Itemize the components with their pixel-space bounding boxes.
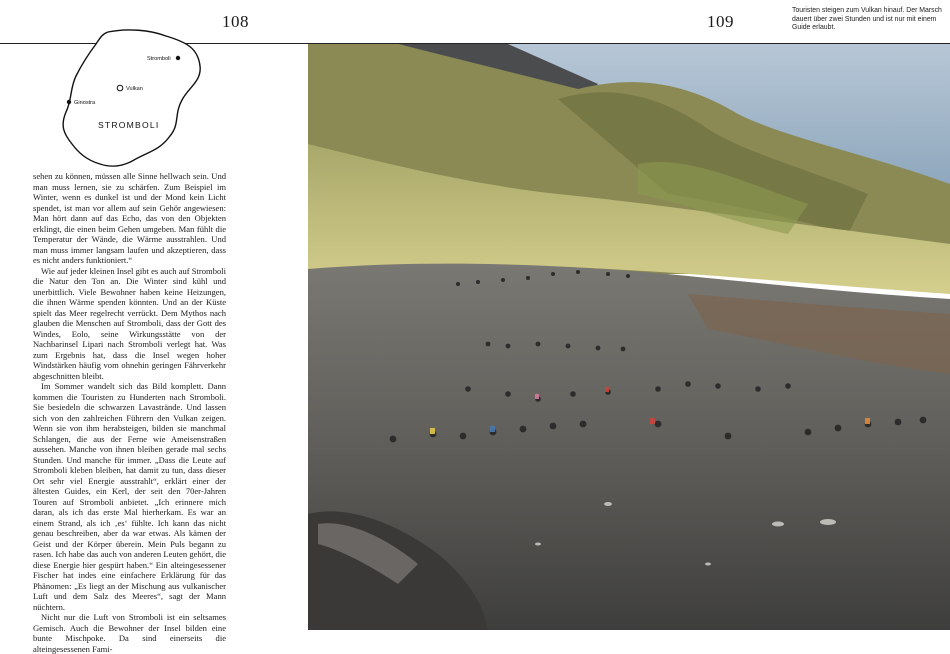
hiker bbox=[501, 278, 505, 282]
volcano-hikers-photo bbox=[308, 44, 950, 630]
stone bbox=[705, 563, 711, 566]
hiker bbox=[520, 426, 527, 433]
hiker bbox=[536, 342, 541, 347]
page-number-left: 108 bbox=[222, 12, 249, 31]
hiker bbox=[785, 383, 791, 389]
ginostra-label: Ginostra bbox=[74, 100, 96, 106]
stromboli-map bbox=[38, 26, 208, 186]
hiker bbox=[526, 276, 530, 280]
hiker bbox=[596, 346, 601, 351]
hiker bbox=[621, 347, 626, 352]
stone bbox=[772, 522, 784, 527]
backpack-yellow bbox=[430, 428, 435, 434]
hiker bbox=[486, 342, 491, 347]
hiker bbox=[465, 386, 471, 392]
island-outline bbox=[63, 30, 200, 166]
stromboli-dot bbox=[176, 56, 180, 60]
stone bbox=[604, 502, 612, 506]
backpack-blue bbox=[490, 426, 495, 432]
hiker bbox=[835, 425, 842, 432]
backpack-red bbox=[650, 418, 655, 424]
hiker bbox=[570, 391, 576, 397]
vulkan-marker bbox=[117, 85, 123, 91]
hiker bbox=[920, 417, 927, 424]
hiker bbox=[550, 423, 557, 430]
stone bbox=[820, 519, 836, 525]
paragraph-2: Wie auf jeder kleinen Insel gibt es auch auf Stromboli die Natur den Ton an. Die Winter sind kühl und unerbittlich. Viele Bewohner haben keine Heizungen, die ihnen Wärme spenden könnten. Und an der Küste spielt das Meer regelrecht verrückt. Dem Mythos nach glauben die Menschen auf Stromboli, dass der Gott des Windes, Eolo, seine Wirkungsstätte von der Nachbarinsel Lipari nach Stromboli verlegt hat. Was zum Ergebnis hat, dass die Insel wegen hoher Windstärken häufig vom ohnehin geringen Fährverkehr abgeschnitten bleibt. bbox=[33, 265, 226, 381]
ginostra-dot bbox=[67, 100, 71, 104]
article-text bbox=[33, 171, 226, 654]
hiker bbox=[715, 383, 721, 389]
hiker bbox=[805, 429, 812, 436]
hiker bbox=[460, 433, 467, 440]
left-page bbox=[0, 0, 308, 654]
hiker bbox=[476, 280, 480, 284]
hiker bbox=[755, 386, 761, 392]
hiker bbox=[551, 272, 555, 276]
hiker bbox=[390, 436, 397, 443]
backpack-red bbox=[605, 387, 609, 392]
hiker bbox=[655, 386, 661, 392]
hiker bbox=[895, 419, 902, 426]
stromboli-label: Stromboli bbox=[147, 56, 171, 62]
photo-caption: Touristen steigen zum Vulkan hinauf. Der Marsch dauert über zwei Stunden und ist nur mit einem Guide erlaubt. bbox=[792, 7, 942, 31]
hiker bbox=[580, 421, 587, 428]
hiker bbox=[505, 391, 511, 397]
island-name: STROMBOLI bbox=[98, 120, 160, 130]
photo-illustration bbox=[308, 44, 950, 630]
hiker bbox=[606, 272, 610, 276]
hiker bbox=[626, 274, 630, 278]
stone bbox=[535, 543, 541, 546]
hiker bbox=[685, 381, 691, 387]
paragraph-4: Nicht nur die Luft von Stromboli ist ein seltsames Gemisch. Auch die Bewohner der Insel bilden eine bunte Mischpoke. Da sind einerseits die alteingesessenen Fami- bbox=[33, 612, 226, 654]
hiker bbox=[506, 344, 511, 349]
right-page bbox=[308, 0, 950, 630]
paragraph-3: Im Sommer wandelt sich das Bild komplett. Dann kommen die Touristen zu Hunderten nach Stromboli. Sie besiedeln die schwarzen Lavastrände. Und lassen sich von den zahlreichen Führern den Vulkan zeigen. Wenn sie von ihm herabsteigen, bilden sie manchmal Schlangen, die aus der Ferne wie Ameisenstraßen aussehen. Manche von ihnen bleiben gerade mal sechs Stunden. Und manche für immer. „Dass die Leute auf Stromboli kleben bleiben, hat damit zu tun, dass dieser Ort sehr viel Energie ausstrahlt“, erklärt einer der ältesten Guides, ein Kerl, der seit den 70er-Jahren Touren auf Stromboli anbietet. „Ich erinnere mich daran, als ich das erste Mal hierherkam. Es war an einem Strand, als ich ‚es‘ fühlte. Ich kann das nicht genau beschreiben, aber da war etwas. Als kämen der Geist und der Körper überein. Mein Puls begann zu rasen. Ich habe das auch von anderen Leuten gehört, die diese Energie hier gespürt haben.“ Ein alteingesessener Fischer hat indes eine einfachere Erklärung für das Phänomen: „Es liegt an der Mischung aus vulkanischer Luft und dem Salz des Meeres“, sagt der Mann nüchtern. bbox=[33, 381, 226, 612]
hiker bbox=[725, 433, 732, 440]
hiker bbox=[576, 270, 580, 274]
hiker bbox=[566, 344, 571, 349]
paragraph-1: sehen zu können, müssen alle Sinne hellwach sein. Und man muss lernen, sie zu schärfen. Zum Beispiel im Winter, wenn es dunkel ist und der Mond kein Licht spendet, ist man vor allem auf sein Gehör angewiesen: Man hört dann auf das Echo, das von den Objekten erklingt, die einen beim Gehen umgeben. Man fühlt die Temperatur der Wände, die Wärme ausstrahlen. Und man muss immer langsam laufen und akzeptieren, dass es nicht anders funktioniert.“ bbox=[33, 171, 226, 265]
hiker bbox=[655, 421, 662, 428]
page-number-right: 109 bbox=[707, 12, 734, 31]
backpack-orange bbox=[865, 418, 870, 424]
backpack-pink bbox=[535, 394, 539, 399]
vulkan-label: Vulkan bbox=[126, 86, 143, 92]
hiker bbox=[456, 282, 460, 286]
